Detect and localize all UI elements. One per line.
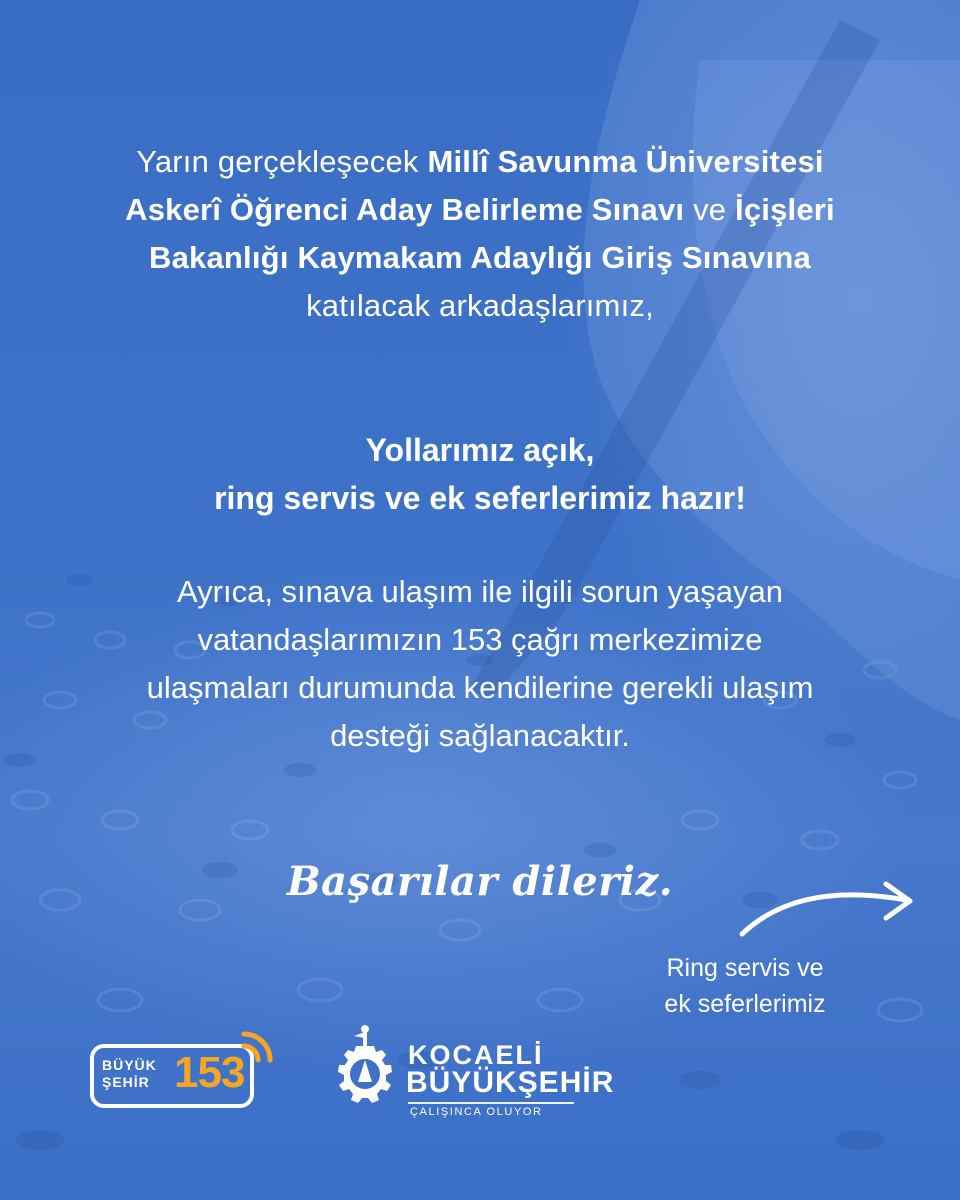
swipe-note <box>630 950 860 1022</box>
announcement-line-2: ring servis ve ek seferlerimiz hazır! <box>214 480 746 516</box>
kocaeli-wordmark-line-2: BÜYÜKŞEHİR <box>406 1066 615 1099</box>
support-paragraph: Ayrıca, sınava ulaşım ile ilgili sorun yaşayan vatandaşlarımızın 153 çağrı merkezimize ulaşmaları durumunda kendilerine gerekli ulaşım desteği sağlanacaktır. <box>146 574 814 753</box>
intro-paragraph <box>120 138 840 330</box>
exam-name-kaymakam: İçişleri Bakanlığı Kaymakam Adaylığı Giriş Sınavına <box>149 192 835 275</box>
success-wish: Başarılar dileriz. <box>286 858 674 905</box>
swipe-note-line-2: ek seferlerimiz <box>664 990 826 1018</box>
swipe-note-line-1: Ring servis ve <box>666 954 824 982</box>
kocaeli-slogan: ÇALIŞINCA OLUYOR <box>410 1106 543 1118</box>
signal-waves-icon <box>236 1024 284 1072</box>
logo-153-number: 153 <box>174 1048 245 1097</box>
buyuksehir-153-logo <box>86 1022 286 1116</box>
kocaeli-buyuksehir-logo <box>326 1022 656 1126</box>
intro-text-5: katılacak arkadaşlarımız, <box>306 288 654 323</box>
logo-153-line-2: ŞEHİR <box>102 1074 150 1090</box>
announcement-heading <box>120 426 840 522</box>
exam-name-msu: Millî Savunma Üniversitesi Askerî Öğrenci Aday Belirleme Sınavı <box>125 144 824 227</box>
kocaeli-wordmark-line-1: KOCAELİ <box>408 1040 544 1070</box>
logo-153-wordmark <box>102 1057 157 1091</box>
kocaeli-emblem-icon <box>328 1024 408 1118</box>
announcement-line-1: Yollarımız açık, <box>365 432 595 468</box>
swipe-arrow-icon <box>736 872 926 942</box>
kocaeli-divider <box>408 1102 574 1104</box>
logo-153-line-1: BÜYÜK <box>102 1057 157 1073</box>
intro-text-3: ve <box>684 192 736 227</box>
intro-text-1: Yarın gerçekleşecek <box>136 144 428 179</box>
